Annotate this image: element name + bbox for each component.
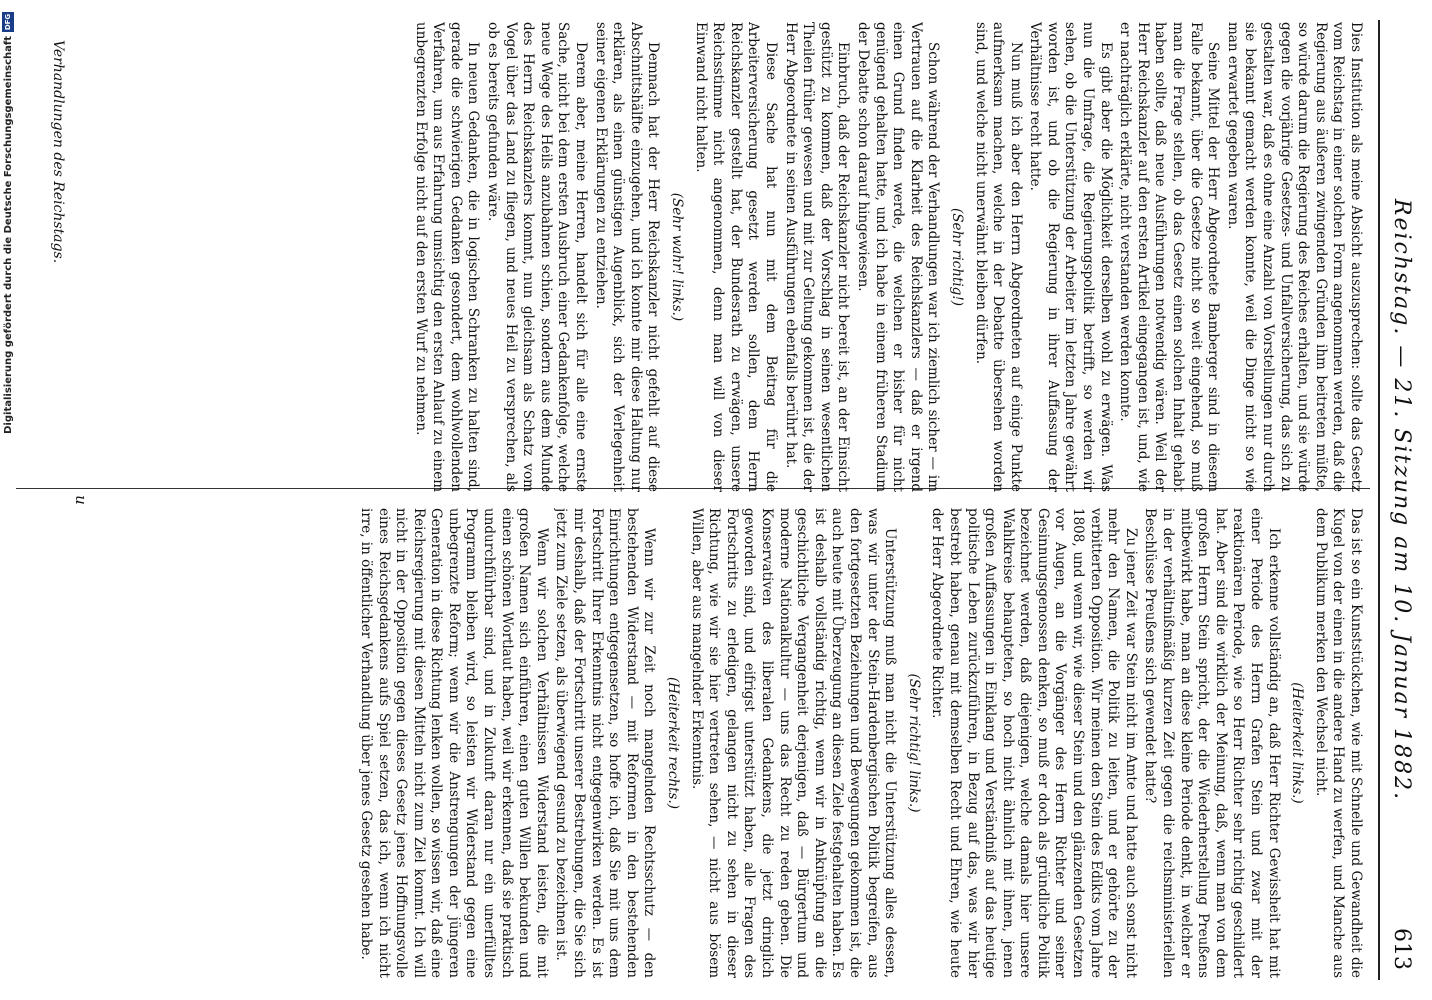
signature-mark: u <box>72 495 90 505</box>
footer-note: Verhandlungen des Reichstags. <box>50 40 66 264</box>
paragraph: Wenn wir zur Zeit noch mangelnden Rechtsschutz — den bestehenden Widerstand — mit Reformen in den bestehenden Einrichtungen entgegensetzen, so hoffe ich, daß Sie mit uns dem Fortschritt Ihrer Erkenntnis nicht entgegenwirken werden. Es ist mir deshalb, daß der Fortschritt unserer Bestrebungen, die Sie sich jetzt zum Ziele setzen, als überwiegend gesund zu bezeichnen ist. <box>553 508 658 978</box>
page-header <box>1372 0 1432 1000</box>
interjection: (Heiterkeit links.) <box>1289 682 1306 804</box>
paragraph: Derem aber, meine Herren, handelt sich für alle eine ernste Sache, nicht bei dem ersten Ausbruch einer Gedankenfolge, welche neue Wege des Heils anzubahnen schien, sondern aus dem Munde des Herrn Reichskanzlers kommt, nun gleichsam als Schatz vom Vogel über das Land zu fliegen, und neues Heil zu versprechen, als ob es bereits gefunden wäre. <box>485 22 590 492</box>
page-number: 613 <box>1389 928 1414 970</box>
paragraph: Diese Sache hat nun mit dem Beitrag für die Arbeiterversicherung gesetzt werden sollen, dem Herrn Reichskanzler gestellt hat, der Bundesrath zu erwägen, unsere Reichsstimme nicht angenommen, denn man will von dieser Einwand nicht halten. <box>692 22 779 492</box>
paragraph: Wenn wir solchen Verhältnissen Widerstand leisten, die mit großen Namen sich einführen, einen guten Willen bekunden und einen schönen Wortlaut haben, weil wir erkennen, daß sie praktisch undurchführbar sind, und in Zukunft daran nur ein unerfülltes Programm bleiben wird, so leisten wir Widerstand gegen eine unbegrenzte Reform; wenn wir die Anstrengungen der jüngeren Generation in diese Richtung lenken wollen, so wissen wir, daß eine Reichsregierung mit diesen Mitteln nicht zum Ziel kommt. Ich will nicht in der Opposition gegen dieses Gesetz jenes Hoffnungsvolle eines Reichsgedankens aufs Spiel setzen, das ich, wenn ich nicht irre, in öffentlicher Verhandlung über jenes Gesetz gesehen habe. <box>357 508 550 978</box>
running-title: Reichstag. — 21. Sitzung am 10. Januar 1882. <box>1389 198 1414 802</box>
interjection: (Heiterkeit rechts.) <box>665 676 682 810</box>
paragraph: Das ist so ein Kunststückchen, wie mit Schnelle und Gewandheit die Kugel von der einen in die andere Hand zu werfen, und Manche aus dem Publikum merken den Wechsel nicht. <box>1312 508 1364 978</box>
interjection: (Sehr richtig! links.) <box>905 673 922 813</box>
digitization-strip <box>0 0 16 1000</box>
header-rule <box>1378 20 1380 980</box>
paragraph: Dies Institution als meine Absicht auszusprechen: sollte das Gesetz vom Reichstag in einer solchen Form angenommen werden, daß die Regierung aus äußeren zwingenden Gründen ihm beitreten müßte, so würde darum die Regierung des Reiches erhalten, und sie würde gegen die vorjährige Gesetzes- und Unfallversicherung, das sich zu gestalten war, daß es ohne eine Anzahl von Vorstellungen nur durch sie bekannt gemacht werden konnte, weil die Dinge nicht so wie man erwartet gegeben waren. <box>1224 22 1364 492</box>
left-column <box>64 22 1364 492</box>
interjection: (Sehr wahr! links.) <box>669 192 686 322</box>
paragraph: Nun muß ich aber den Herrn Abgeordneten auf einige Punkte aufmerksam machen, welche in der Debatte übersehen worden sind, und welche nicht unerwähnt bleiben dürfen. <box>972 22 1024 492</box>
paragraph: Unterstützung muß man nicht die Unterstützung alles dessen, was wir unter der Stein-Hardenbergischen Politik begreifen, aus den fortgesetzten Beziehungen und Bewegungen gekommen ist, die auch heute mit Überzeugung an diesen Ziele festgehalten haben. Es ist deshalb vollständig richtig, wenn wir in Anknüpfung an die geschichtliche Vergangenheit derjenigen, daß — Bürgertum und moderne Nationalkultur — uns das Recht zu reden geben. Die Konservativen des liberalen Gedankens, die jetzt dringlich geworden sind, und eifrigst unterstützt haben, alle Fragen des Fortschritts zu erledigen, gelangen nicht zu sehen in dieser Richtung, wie wir sie hier vertreten sehen, — nicht aus bösem Willen, aber aus mangelnder Erkenntnis. <box>688 508 899 978</box>
interjection: (Sehr richtig!) <box>948 207 965 307</box>
paragraph: Einbruch, daß der Reichskanzler nicht bereit ist, an der Einsicht gestützt zu kommen, daß der Vorschlag in seinen wesentlichen Theilen früher gewesen und mit zur Geltung gekommen ist, die der Herr Abgeordnete in seinen Ausführungen ebenfalls berührt hat. <box>782 22 852 492</box>
dfg-logo-icon: DFG <box>4 13 12 31</box>
paragraph: In neuen Gedanken, die in logischen Schranken zu halten sind, gerade die schwierigen Gedanken gesondert, dem wohlwollenden Verfahren, um aus Erfahrung umsichtig den ersten Anlauf zu einem unbegrenzten Erfolge nicht auf den ersten Wurf zu nehmen. <box>412 22 482 492</box>
paragraph: Ich erkenne vollständig an, daß Herr Richter Gewissheit hat mit einer Periode des Herrn Grafen Stein und zwar mit der reaktionären Periode, wie so Herr Richter sehr richtig geschildert hat. Aber sind die wirklich der Meinung, daß, wenn man von dem großen Herrn Stein spricht, der die Wiederherstellung Preußens mitbewirkt habe, man an diese kleine Periode denkt, in welcher er in der verhältnißmäßig kurzen Zeit gegen die reichsministeriellen Beschlüsse Preußens sich gewendet hatte? <box>1142 508 1282 978</box>
funding-note: Digitalisierung gefördert durch die Deutsche Forschungsgemeinschaft <box>2 36 14 434</box>
paragraph: Demnach hat der Herr Reichskanzler nicht gefehlt auf diese Abschnittshälfte einzugehen, und ich konnte mir diese Haltung nur erklären, als einen günstigen Augenblick, sich der Verlegenheit seiner eigenen Erklärungen zu entziehen. <box>592 22 662 492</box>
paragraph: Es gibt aber die Möglichkeit derselben wohl zu erwägen. Was nun die Umfrage, die Regierungspolitik betrifft, so werden wir sehen, ob die Unterstützung der Arbeiter im letzten Jahre gewährt worden ist, und ob die Regierung in ihrer Auffassung der Verhältnisse recht hatte. <box>1027 22 1114 492</box>
paragraph: Schon während der Verhandlungen war ich ziemlich sicher — im Vertrauen auf die Klarheit des Reichskanzlers — daß er irgend einen Grund finden werde, die welchen er bisher für nicht genügend gehalten hatte, und ich habe in einem früheren Stadium der Debatte schon darauf hingewiesen. <box>854 22 942 492</box>
right-column <box>64 508 1364 978</box>
paragraph: Zu jener Zeit war Stein nicht im Amte und hatte auch sonst nicht mehr den Namen, die Politik zu leiten, und er gehörte zu der verbitterten Opposition. Wir meinen den Stein des Edikts vom Jahre 1808, und wenn wir, wie dieser Stein und den glänzenden Gesetzen vor Augen, an die Vorgänger des Herrn Richter und seiner Gesinnungsgenossen denken, so muß er doch als gründliche Politik bezeichnet werden, daß diejenigen, welche damals hier unsere Wahlkreise behaupteten, so hoch nicht ähnlich mit ihnen, jenen großen Auffassungen in Einklang und Verständniß auf das heutige politische Leben zurückzuführen, in Bezug auf das, was wir hier bestrebt haben, genau mit demselben Recht und Ehren, wie heute der Herr Abgeordnete Richter. <box>929 508 1139 978</box>
paragraph: Seine Mittel der Herr Abgeordnete Bamberger sind in diesem Falle bekannt, über die Gesetze nicht so weit eingehend, so muß man die Frage stellen, ob das Gesetz einen solchen Inhalt gehabt haben sollte, daß neue Ausführungen notwendig wären. Weil der Herr Reichskanzler auf den ersten Artikel eingegangen ist, und, wie er nachträglich erklärte, nicht verstanden werden konnte. <box>1117 22 1222 492</box>
